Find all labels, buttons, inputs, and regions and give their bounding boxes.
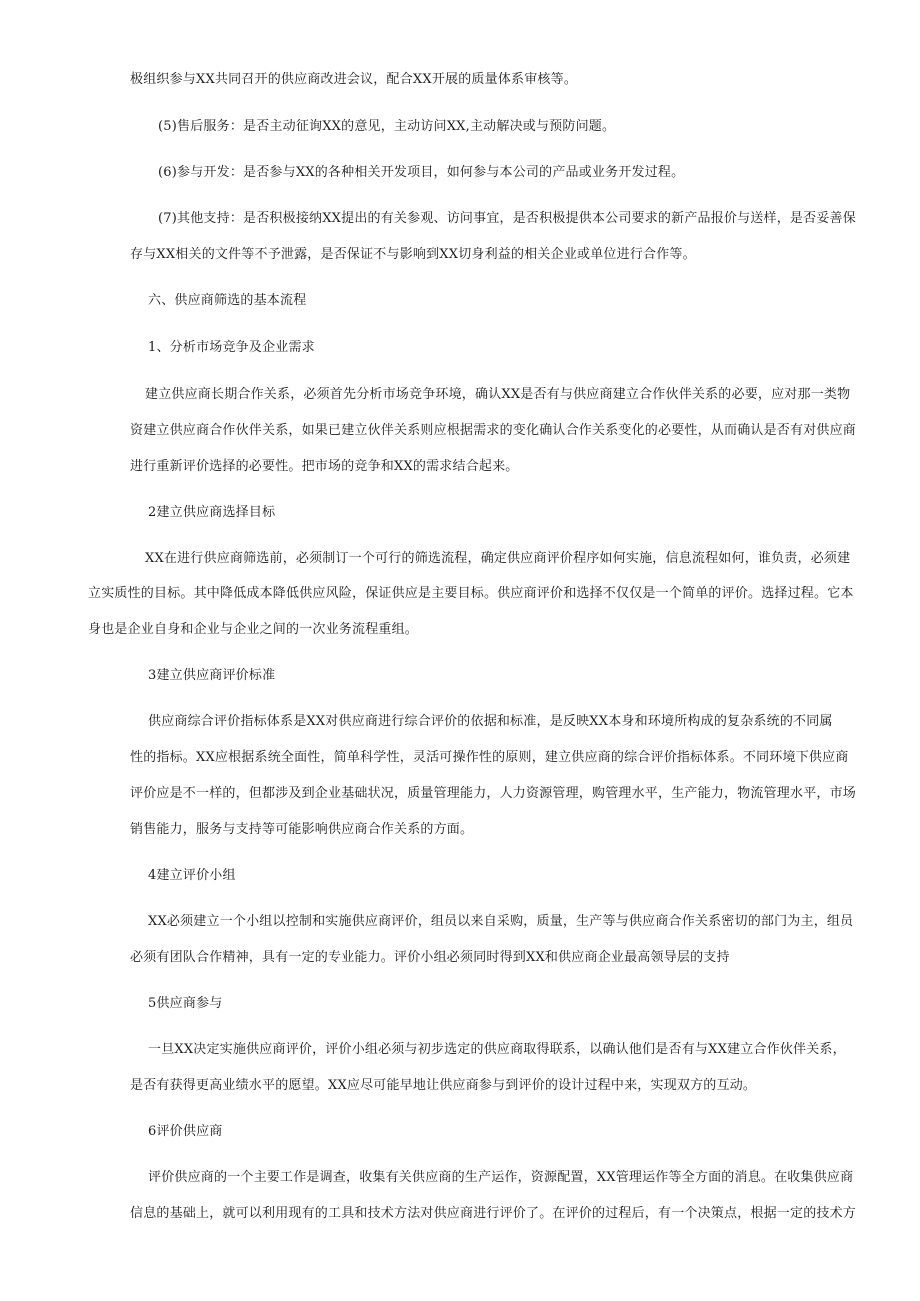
text-line: (6)参与开发：是否参与XX的各种相关开发项目，如何参与本公司的产品或业务开发过程。 bbox=[158, 165, 685, 180]
text-line: (5)售后服务：是否主动征询XX的意见，主动访问XX,主动解决或与预防问题。 bbox=[158, 119, 616, 134]
text-line: 是否有获得更高业绩水平的愿望。XX应尽可能早地让供应商参与到评价的设计过程中来，实现双方的互动。 bbox=[130, 1078, 757, 1093]
subsection-heading: 6评价供应商 bbox=[148, 1124, 223, 1139]
text-line: XX在进行供应商筛选前，必须制订一个可行的筛选流程，确定供应商评价程序如何实施，信息流程如何，谁负责，必须建 bbox=[145, 551, 851, 566]
subsection-heading: 4建立评价小组 bbox=[148, 868, 236, 883]
subsection-heading: 1、分析市场竞争及企业需求 bbox=[148, 340, 315, 355]
text-line: 供应商综合评价指标体系是XX对供应商进行综合评价的依据和标准，是反映XX本身和环境所构成的复杂系统的不同属 bbox=[148, 714, 833, 729]
text-line: 进行重新评价选择的必要性。把市场的竞争和XX的需求结合起来。 bbox=[130, 459, 519, 474]
text-line: 信息的基础上，就可以利用现有的工具和技术方法对供应商进行评价了。在评价的过程后，有一个决策点，根据一定的技术方 bbox=[130, 1206, 857, 1221]
text-line: 销售能力，服务与支持等可能影响供应商合作关系的方面。 bbox=[130, 822, 474, 837]
text-line: 资建立供应商合作伙伴关系，如果已建立伙伴关系则应根据需求的变化确认合作关系变化的必要性，从而确认是否有对供应商 bbox=[130, 423, 857, 438]
subsection-heading: 3建立供应商评价标准 bbox=[148, 668, 276, 683]
text-line: 一旦XX决定实施供应商评价，评价小组必须与初步选定的供应商取得联系，以确认他们是否有与XX建立合作伙伴关系， bbox=[148, 1042, 846, 1057]
text-line: 立实质性的目标。其中降低成本降低供应风险，保证供应是主要目标。供应商评价和选择不仅仅是一个简单的评价。选择过程。它本 bbox=[88, 586, 854, 601]
text-line: 性的指标。XX应根据系统全面性，简单科学性，灵活可操作性的原则，建立供应商的综合评价指标体系。不同环境下供应商 bbox=[130, 750, 849, 765]
text-line: XX必须建立一个小组以控制和实施供应商评价，组员以来自采购，质量，生产等与供应商合作关系密切的部门为主，组员 bbox=[148, 914, 854, 929]
text-line: 身也是企业自身和企业与企业之间的一次业务流程重组。 bbox=[88, 622, 419, 637]
text-line: 建立供应商长期合作关系，必须首先分析市场竞争环境，确认XX是否有与供应商建立合作伙伴关系的必要，应对那一类物 bbox=[145, 387, 851, 402]
text-line: 存与XX相关的文件等不予泄露，是否保证不与影响到XX切身利益的相关企业或单位进行合作等。 bbox=[130, 247, 696, 262]
text-line: 极组织参与XX共同召开的供应商改进会议，配合XX开展的质量体系审核等。 bbox=[130, 72, 578, 87]
text-line: (7)其他支持：是否积极接纳XX提出的有关参观、访问事宜，是否积极提供本公司要求的新产品报价与送样，是否妥善保 bbox=[158, 211, 856, 226]
text-line: 必须有团队合作精神，具有一定的专业能力。评价小组必须同时得到XX和供应商企业最高领导层的支持 bbox=[130, 950, 730, 965]
subsection-heading: 5供应商参与 bbox=[148, 996, 223, 1011]
subsection-heading: 2建立供应商选择目标 bbox=[148, 505, 276, 520]
section-heading: 六、供应商筛选的基本流程 bbox=[148, 293, 307, 308]
text-line: 评价供应商的一个主要工作是调查，收集有关供应商的生产运作，资源配置，XX管理运作等全方面的消息。在收集供应商 bbox=[148, 1170, 854, 1185]
text-line: 评价应是不一样的，但都涉及到企业基础状况，质量管理能力，人力资源管理，购管理水平，生产能力，物流管理水平，市场 bbox=[130, 786, 857, 801]
